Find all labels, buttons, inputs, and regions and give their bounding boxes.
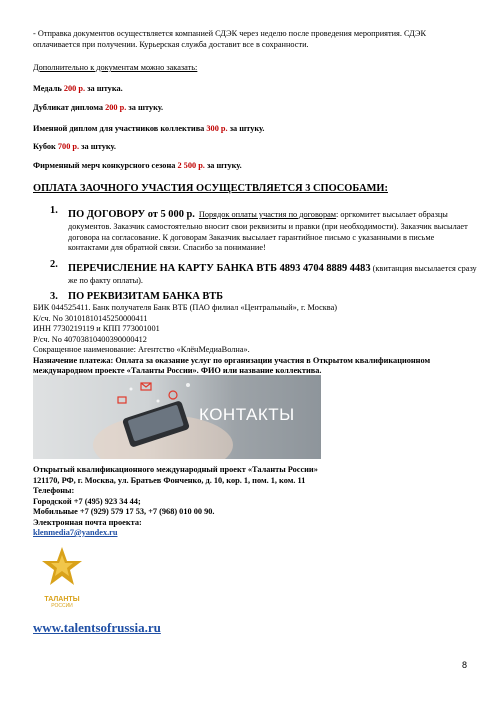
contacts-block: Открытый квалификационного международный проект «Таланты России» 121170, РФ, г. Москва, ул. Братьев Фонченко, д. 10, кор. 1, пом. 1, ком. 11 Телефоны: Городской +7 (495) 923 34 44; Мобильные +7 (929) 579 17 53, +7 (968) 010 00 90. Электронная почта проекта: klenmedia7@yandex.ru bbox=[33, 465, 473, 539]
method-2: ПЕРЕЧИСЛЕНИЕ НА КАРТУ БАНКА ВТБ 4893 4704 8889 4483 (квитанция высылается сразу же по факту оплаты). bbox=[68, 263, 477, 285]
talents-of-russia-logo: ТАЛАНТЫ РОССИИ bbox=[40, 545, 84, 609]
contract-order-link[interactable]: Порядок оплаты участия по договорам bbox=[198, 210, 337, 219]
method-1-number: 1. bbox=[50, 205, 58, 216]
website-link[interactable]: www.talentsofrussia.ru bbox=[33, 620, 161, 635]
method-3-number: 3. bbox=[50, 291, 58, 302]
bank-details: БИК 044525411. Банк получателя Банк ВТБ (ПАО филиал «Центральный», г. Москва) К/сч. No 30101810145250000411 ИНН 7730219119 и КПП 773001001 Р/сч. No 40703810400390000412 Сокращенное наименование: Агентство «КлёнМедиаВолна». Назначение платежа: Оплата за оказание услуг по организации участия в Открытом квалификационном международном проекте «Таланты России». ФИО или название коллектива. bbox=[33, 303, 431, 375]
method-2-number: 2. bbox=[50, 259, 58, 270]
contacts-banner-label: КОНТАКТЫ bbox=[199, 405, 295, 424]
extra-item-merch: Фирменный мерч конкурсного сезона 2 500 р. за штуку. bbox=[33, 161, 242, 170]
email-link[interactable]: klenmedia7@yandex.ru bbox=[33, 528, 118, 537]
method-3-title: ПО РЕКВИЗИТАМ БАНКА ВТБ bbox=[68, 291, 224, 302]
extra-item-cup: Кубок 700 р. за штуку. bbox=[33, 142, 116, 151]
extra-item-named-diploma: Именной диплом для участников коллектива 300 р. за штуку. bbox=[33, 124, 265, 133]
contacts-banner-image bbox=[33, 375, 321, 459]
delivery-note: - Отправка документов осуществляется компанией СДЭК через неделю после проведения мероприятия. СДЭК оплачивается при получении. Курьерская служба доставит все в сохранности. bbox=[33, 29, 426, 49]
method-1: ПО ДОГОВОРУ от 5 000 р. Порядок оплаты участия по договорам: оргкомитет высылает образцы документов. Заказчик самостоятельно вносит свои реквизиты и правки (при необходимости). Заказчик высылает договора на согласование. К договорам Заказчик высылает гарантийное письмо с указанными в письме контактами для обратной связи. Спасибо за понимание! bbox=[68, 209, 468, 252]
payment-heading: ОПЛАТА ЗАОЧНОГО УЧАСТИЯ ОСУЩЕСТВЛЯЕТСЯ 3 СПОСОБАМИ: bbox=[33, 183, 388, 194]
extras-title: Дополнительно к документам можно заказать: bbox=[33, 63, 198, 72]
method-2-title: ПЕРЕЧИСЛЕНИЕ НА КАРТУ БАНКА ВТБ 4893 4704 8889 4483 bbox=[68, 263, 371, 274]
method-1-title: ПО ДОГОВОРУ от 5 000 р. bbox=[68, 209, 195, 220]
star-icon bbox=[40, 545, 84, 591]
extra-item-diploma-duplicate: Дубликат диплома 200 р. за штуку. bbox=[33, 103, 164, 112]
page-number: 8 bbox=[462, 660, 468, 670]
extra-item-medal: Медаль 200 р. за штука. bbox=[33, 84, 123, 93]
